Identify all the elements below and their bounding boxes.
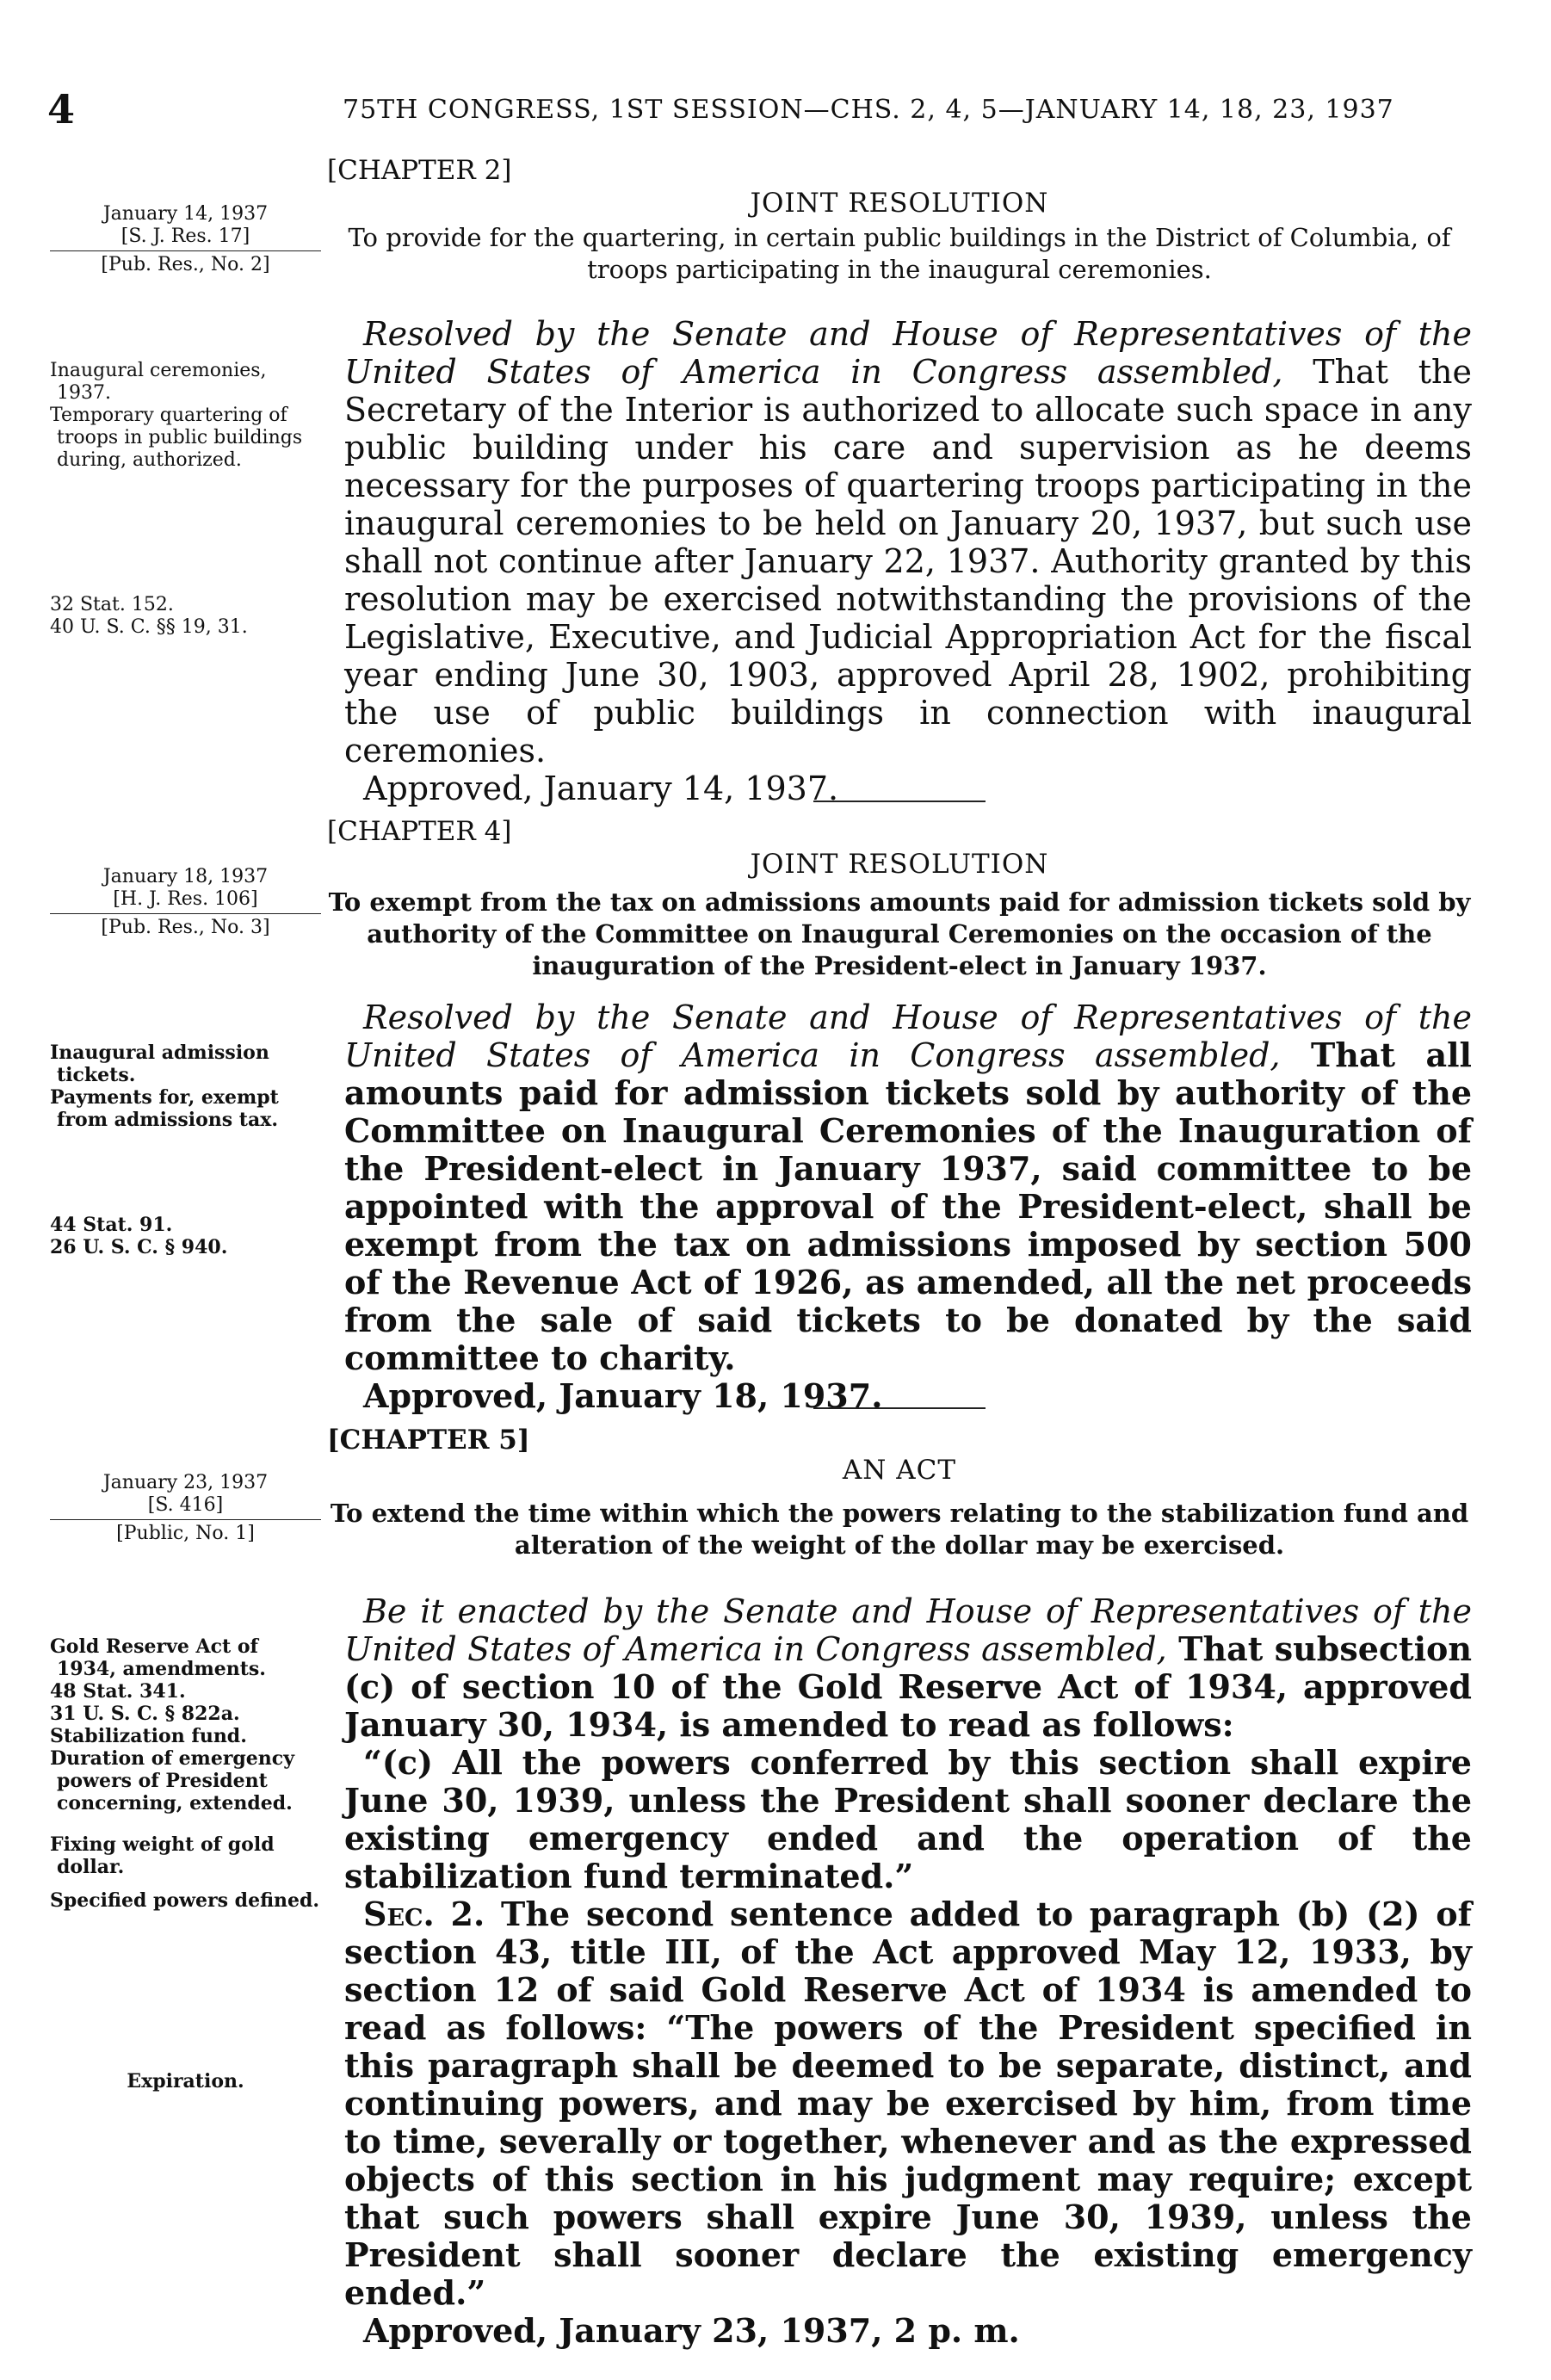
bill-ref: [H. J. Res. 106] [113,888,258,910]
chapter-4-heading: [CHAPTER 4] [327,816,512,847]
chapter-5-notes-3 [50,1889,321,1912]
margin-note: Payments for, exempt from admissions tax. [50,1086,279,1131]
enacting-clause: Resolved by the Senate and House of Representatives of the United States of America in Congress assembled, [344,998,1472,1074]
chapter-5-margin [50,1472,321,1545]
chapter-2-purpose: To provide for the quartering, in certain public buildings in the District of Columbia, of troops participating in the inaugural ceremonies. [348,223,1451,284]
margin-note: Gold Reserve Act of 1934, amendments. [50,1635,266,1680]
citation: 40 U. S. C. §§ 19, 31. [50,616,248,638]
chapter-5-purpose: To extend the time within which the powers relating to the stabilization fund and alteration of the weight of the dollar may be exercised. [330,1499,1469,1560]
margin-note: Specified powers defined. [50,1889,320,1912]
bill-ref: [S. 416] [147,1494,224,1516]
citation: 44 Stat. 91. [50,1214,173,1236]
approval-line: Approved, January 14, 1937. [363,770,839,807]
margin-note: Fixing weight of gold dollar. [50,1833,275,1878]
margin-rule [50,913,321,914]
chapter-4-notes [50,1042,321,1131]
resolution-text [344,315,1472,770]
chapter-4-purpose: To exempt from the tax on admissions amounts paid for admission tickets sold by authority of the Committee on Inaugural Ceremonies on the occasion of the inauguration of the President-elect in January 1937. [328,887,1471,980]
running-title: 75TH CONGRESS, 1ST SESSION—CHS. 2, 4, 5—JANUARY 14, 18, 23, 1937 [343,95,1394,125]
act-body: That subsection (c) of section 10 of the Gold Reserve Act of 1934, approved January 30, 1934, is amended to read as follows: [344,1629,1472,1744]
date-note: January 23, 1937 [102,1472,269,1493]
chapter-5-heading: [CHAPTER 5] [327,1425,530,1456]
bill-ref: [S. J. Res. 17] [120,226,250,247]
chapter-4-body [344,998,1472,1415]
resolution-body: That all amounts paid for admission tickets sold by authority of the Committee on Inaugural Ceremonies of the Inauguration of the President-elect in January 1937, said committee to be appointed with the approval of the President-elect, shall be exempt from the tax on admissions imposed by section 500 of the Revenue Act of 1926, as amended, all the net proceeds from the sale of said tickets to be donated by the said committee to charity. [344,1035,1472,1377]
section-divider [813,801,986,802]
citation: 26 U. S. C. § 940. [50,1236,228,1258]
chapter-5-notes [50,1635,321,1814]
margin-note: Inaugural admission tickets. [50,1042,269,1086]
date-note: January 18, 1937 [102,866,269,887]
law-ref: [Public, No. 1] [116,1523,255,1544]
date-note: January 14, 1937 [102,203,269,225]
chapter-5-notes-4 [50,2070,321,2093]
margin-rule [50,1519,321,1520]
approval-line: Approved, January 18, 1937. [363,1376,883,1415]
chapter-2-body [344,315,1472,807]
section-label: Sec. 2. [363,1895,485,1933]
page-number: 4 [47,86,76,133]
margin-note: Temporary quartering of troops in public buildings during, authorized. [50,405,303,471]
section-2-body: The second sentence added to paragraph (b) (2) of section 43, title III, of the Act approved May 12, 1933, by section 12 of said Gold Reserve Act of 1934 is amended to read as follows: “The powers of the President specified in this paragraph shall be deemed to be separate, distinct, and continuing powers, and may be exercised by him, from time to time, severally or together, whenever and as the expressed objects of this section in his judgment may require; except that such powers shall expire June 30, 1939, unless the President shall sooner declare the existing emergency ended.” [344,1895,1472,2312]
margin-note: 48 Stat. 341. [50,1680,186,1703]
resolution-body: That the Secretary of the Interior is authorized to allocate such space in any public building under his care and supervision as he deems necessary for the purposes of quartering troops participating in the inaugural ceremonies to be held on January 20, 1937, but such use shall not continue after January 22, 1937. Authority granted by this resolution may be exercised notwithstanding the provisions of the Legislative, Executive, and Judicial Appropriation Act for the fiscal year ending June 30, 1903, approved April 28, 1902, prohibiting the use of public buildings in connection with inaugural ceremonies. [344,353,1472,770]
chapter-4-kind: JOINT RESOLUTION [750,849,1049,880]
margin-note: Duration of emergency powers of President concerning, extended. [50,1747,294,1814]
citation: 32 Stat. 152. [50,594,174,615]
chapter-2-citations [50,594,321,639]
resolution-text [344,998,1472,1377]
chapter-5-notes-2 [50,1833,321,1878]
chapter-4-citations [50,1214,321,1258]
chapter-5-kind: AN ACT [842,1455,957,1486]
law-ref: [Pub. Res., No. 3] [101,917,270,938]
chapter-2-margin [50,203,321,276]
section-divider [813,1407,986,1409]
chapter-2-heading: [CHAPTER 2] [327,155,512,186]
chapter-5-body [344,1592,1472,2350]
margin-note: Inaugural ceremonies, 1937. [50,360,267,404]
chapter-2-notes [50,360,321,472]
act-text [344,1592,1472,1744]
margin-note: Expiration. [127,2070,244,2093]
chapter-2-kind: JOINT RESOLUTION [750,188,1049,219]
margin-note: 31 U. S. C. § 822a. [50,1703,240,1725]
law-ref: [Pub. Res., No. 2] [101,254,270,275]
approval-line: Approved, January 23, 1937, 2 p. m. [363,2311,1020,2350]
enacting-clause: Be it enacted by the Senate and House of Representatives of the United States of America in Congress assembled, [344,1592,1472,1668]
chapter-4-margin [50,866,321,939]
section-2 [344,1895,1472,2312]
quoted-subsection: “(c) All the powers conferred by this section shall expire June 30, 1939, unless the President shall sooner declare the existing emergency ended and the operation of the stabilization fund terminated.” [344,1743,1472,1895]
enacting-clause: Resolved by the Senate and House of Representatives of the United States of America in Congress assembled, [344,315,1472,391]
margin-rule [50,250,321,251]
margin-note: Stabilization fund. [50,1725,247,1747]
